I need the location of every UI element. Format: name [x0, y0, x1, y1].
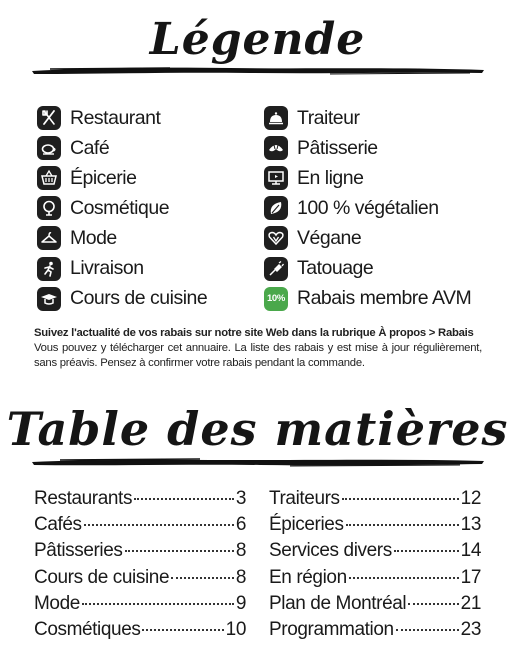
- notice-headline: Suivez l'actualité de vos rabais sur notre site Web dans la rubrique À propos > Rabais: [34, 327, 474, 339]
- basket-icon: [37, 166, 61, 190]
- toc-label: Traiteurs: [269, 488, 340, 509]
- legend-item-cafe: [37, 133, 207, 163]
- dot-leader: [349, 577, 459, 579]
- running-person-icon: [37, 257, 61, 281]
- dot-leader: [134, 498, 234, 500]
- legend-item-livraison: [37, 253, 207, 283]
- toc-entry[interactable]: [269, 593, 481, 619]
- fork-knife-icon: [37, 106, 61, 130]
- toc-page: 17: [460, 566, 481, 588]
- legend-label: Rabais membre AVM: [297, 287, 472, 310]
- dot-leader: [346, 524, 459, 526]
- dot-leader: [408, 603, 458, 605]
- toc-page: 6: [235, 514, 246, 536]
- toc-label: Cafés: [34, 514, 82, 536]
- cloche-icon: [264, 106, 288, 130]
- toc-entry[interactable]: [34, 514, 246, 540]
- toc-entry[interactable]: [269, 567, 481, 593]
- brush-divider: [30, 62, 486, 78]
- dot-leader: [171, 577, 234, 579]
- toc-page: 13: [460, 514, 481, 536]
- toc-page: 14: [460, 540, 481, 562]
- brush-divider: [30, 454, 486, 470]
- legend-label: Traiteur: [297, 106, 360, 129]
- legend-item-rabais: [264, 284, 471, 314]
- toc-entry[interactable]: [269, 619, 481, 645]
- legend-label: Tatouage: [297, 257, 374, 280]
- legend-item-vegane: [264, 223, 471, 253]
- toc-left-column: [34, 488, 246, 645]
- legend-label: En ligne: [297, 166, 364, 189]
- legend-item-cosmetique: [37, 193, 207, 223]
- toc-page: 23: [460, 618, 481, 640]
- legend-label: Cosmétique: [70, 196, 170, 219]
- legend-label: 100 % végétalien: [297, 196, 439, 219]
- legend-item-patisserie: [264, 133, 471, 163]
- legend-label: Café: [70, 136, 110, 159]
- legend-item-traiteur: [264, 103, 471, 133]
- legend-label: Livraison: [70, 257, 144, 280]
- toc-entry[interactable]: [34, 593, 246, 619]
- dot-leader: [125, 550, 234, 552]
- legend-label: Végane: [297, 226, 362, 249]
- toc-page: 9: [235, 592, 246, 614]
- toc-page: 21: [460, 592, 481, 614]
- toc-entry[interactable]: [34, 619, 246, 645]
- toc-label: Épiceries: [269, 514, 344, 536]
- toc-title: Table des matières: [6, 402, 509, 456]
- legend-label: Restaurant: [70, 106, 161, 129]
- legend-label: Épicerie: [70, 166, 137, 189]
- dot-leader: [396, 629, 459, 631]
- tattoo-gun-icon: [264, 257, 288, 281]
- legend-item-cours: [37, 284, 207, 314]
- leaf-icon: [264, 196, 288, 220]
- toc-label: Cours de cuisine: [34, 566, 170, 588]
- toc-right-column: [269, 488, 481, 645]
- discount-notice: [34, 326, 482, 371]
- legend-title: Légende: [149, 14, 366, 65]
- toc-page: 12: [460, 488, 481, 509]
- toc-entry[interactable]: [34, 540, 246, 566]
- coffee-cup-icon: [37, 136, 61, 160]
- toc-label: Plan de Montréal: [269, 592, 407, 614]
- toc-label: Restaurants: [34, 488, 133, 509]
- toc-label: Mode: [34, 592, 80, 614]
- dot-leader: [82, 603, 234, 605]
- toc-label: En région: [269, 566, 347, 588]
- toc-entry[interactable]: [34, 488, 246, 514]
- discount-badge-icon: 10%: [264, 287, 288, 311]
- legend-item-en-ligne: [264, 163, 471, 193]
- toc-page: 8: [235, 566, 246, 588]
- heart-icon: [264, 226, 288, 250]
- legend-left-column: [37, 103, 207, 314]
- toc-entry[interactable]: [34, 567, 246, 593]
- toc-page: 10: [225, 618, 246, 640]
- notice-body: Vous pouvez y télécharger cet annuaire. La liste des rabais y est mise à jour régulièrement, sans préavis. Pensez à confirmer votre rabais pendant la commande.: [34, 342, 482, 369]
- toc-entry[interactable]: [269, 540, 481, 566]
- toc-label: Pâtisseries: [34, 540, 123, 562]
- legend-item-restaurant: [37, 103, 207, 133]
- toc-label: Cosmétiques: [34, 618, 141, 640]
- dot-leader: [342, 498, 459, 500]
- toc-page: 8: [235, 540, 246, 562]
- toc-entry[interactable]: [269, 514, 481, 540]
- monitor-icon: [264, 166, 288, 190]
- legend-label: Cours de cuisine: [70, 287, 208, 310]
- dot-leader: [142, 629, 223, 631]
- toc-label: Programmation: [269, 618, 394, 640]
- legend-item-mode: [37, 223, 207, 253]
- legend-item-epicerie: [37, 163, 207, 193]
- toc-label: Services divers: [269, 540, 392, 562]
- legend-right-column: [264, 103, 471, 314]
- dot-leader: [84, 524, 234, 526]
- legend-item-vegetalien: [264, 193, 471, 223]
- legend-label: Mode: [70, 226, 117, 249]
- croissant-icon: [264, 136, 288, 160]
- mirror-icon: [37, 196, 61, 220]
- toc-page: 3: [235, 488, 246, 509]
- hanger-icon: [37, 226, 61, 250]
- legend-label: Pâtisserie: [297, 136, 378, 159]
- graduation-cap-icon: [37, 287, 61, 311]
- dot-leader: [394, 550, 459, 552]
- toc-entry[interactable]: [269, 488, 481, 514]
- legend-item-tatouage: [264, 253, 471, 283]
